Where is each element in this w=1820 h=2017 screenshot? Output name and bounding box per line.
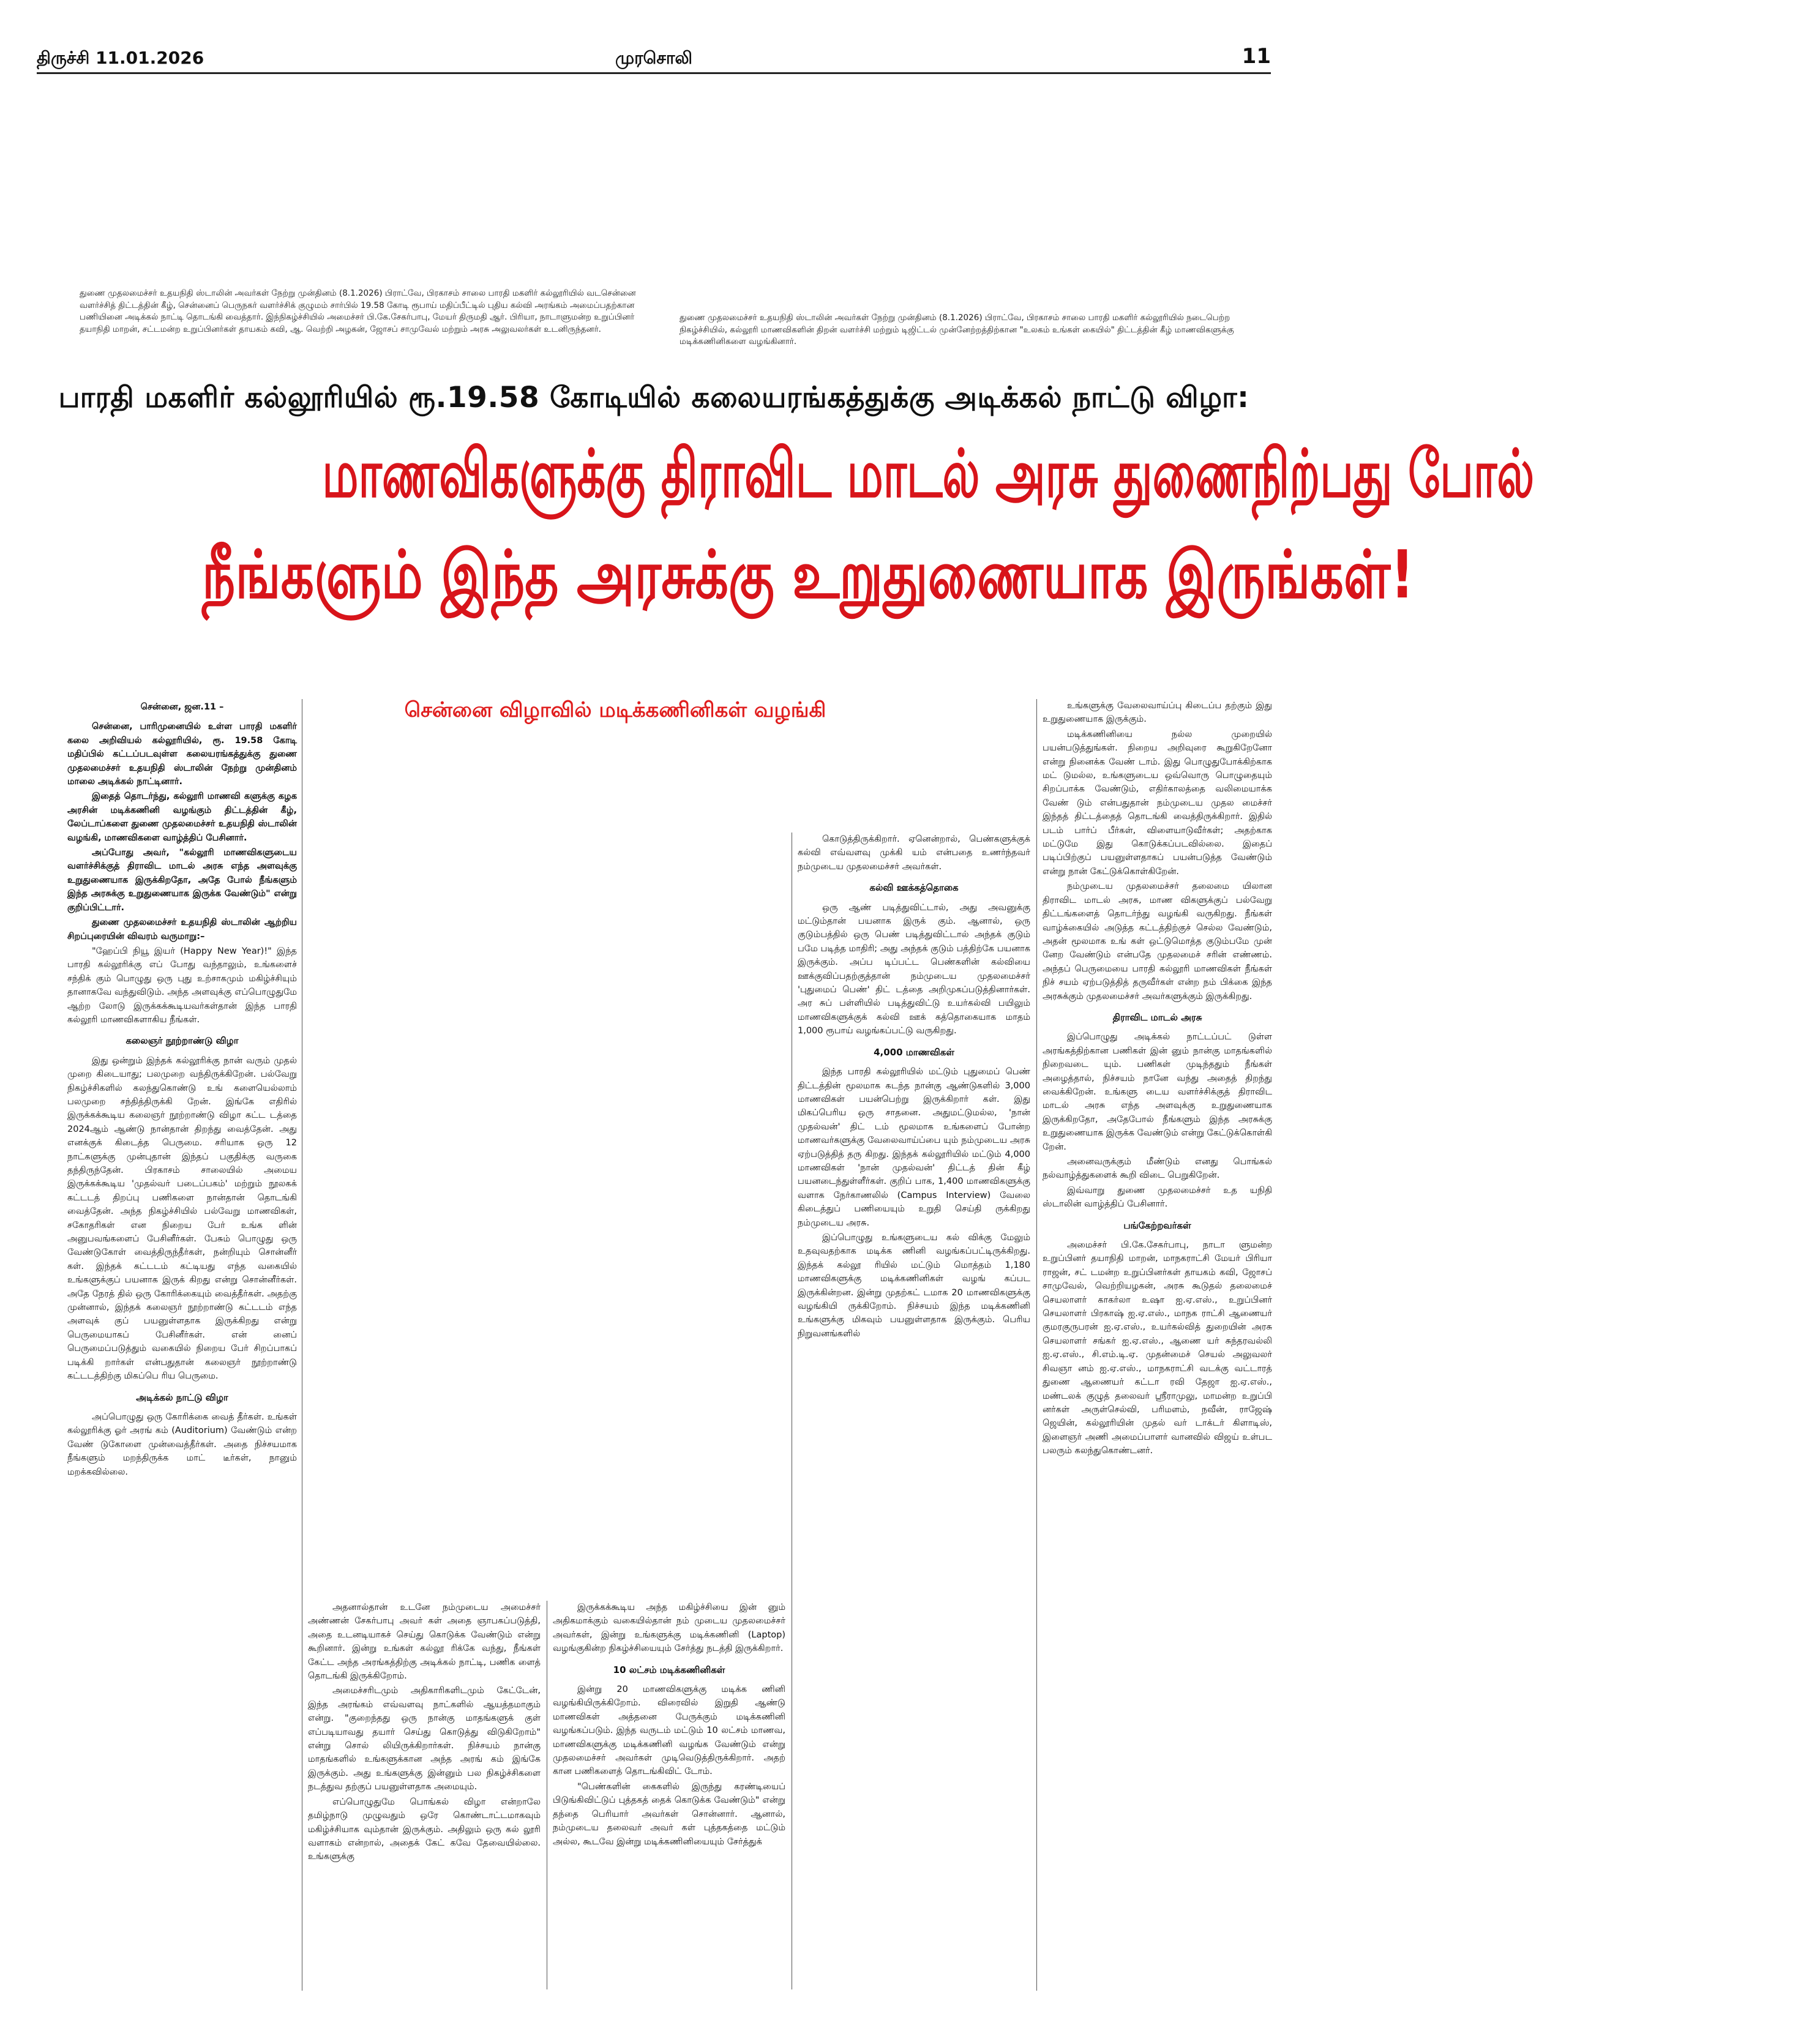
paragraph: அதனால்தான் உடனே நம்முடைய அமைச்சர் அண்ணன் சேகர்பாபு அவர் கள் அதை ஞாபகப்படுத்தி, அதை உடனடியாகச் செய்து கொடுக்க வேண்டும் என்று கூறினார். இன்று உங்கள் கல்லூ ரிக்கே வந்து, நீங்கள் கேட்ட அந்த அரங்கத்திற்கு அடிக்கல் நாட்டி, பணிக ளைத் தொடங்கி இருக்கிறோம்.	[308, 1603, 541, 1682]
subheading: அடிக்கல் நாட்டு விழா	[136, 1391, 228, 1403]
paper-name: முரசொலி	[615, 48, 692, 68]
paragraph: "பெண்களின் கைகளில் இருந்து கரண்டியைப் பிடுங்கிவிட்டுப் புத்தகத் தைக் கொடுக்க வேண்டும்" என்று தந்தை பெரியார் அவர்கள் சொன்னார். ஆனால், நம்முடைய தலைவர் அவர் கள் புத்தகத்தை மட்டும் அல்ல, கூடவே இன்று மடிக்கணினியையும் சேர்த்துக்	[553, 1781, 785, 1847]
article-column-4	[798, 833, 1030, 1342]
header-rule	[37, 72, 1271, 74]
paragraph: இப்பொழுது உங்களுடைய கல் விக்கு மேலும் உதவுவதற்காக மடிக்க ணினி வழங்கப்பட்டிருக்கிறது. இந்தக் கல்லூ ரியில் மட்டும் மொத்தம் 1,180 மாணவிகளுக்கு மடிக்கணினிகள் வழங் கப்பட இருக்கின்றன. இன்று முதற்கட் டமாக 20 மாணவிகளுக்கு வழங்கியி ருக்கிறோம். நிச்சயம் இந்த மடிக்கணினி உங்களுக்கு மிகவும் பயனுள்ளதாக இருக்கும். பெரிய நிறுவனங்களில்	[798, 1232, 1030, 1339]
paragraph: இப்பொழுது அடிக்கல் நாட்டப்பட் டுள்ள அரங்கத்திற்கான பணிகள் இன் னும் நான்கு மாதங்களில் நிறைவடை யும். பணிகள் முடிந்ததும் நீங்கள் அழைத்தால், நிச்சயம் நானே வந்து அதைத் திறந்து வைக்கிறேன். உங்களு டைய வளர்ச்சிக்குத் திராவிட மாடல் அரசு எந்த அளவுக்கு உறுதுணையாக இருக்கிறதோ, அதேபோல் நீங்களும் இந்த அரசுக்கு உறுதுணையாக இருக்க வேண்டும் என்று கேட்டுக்கொள்கி றேன்.	[1043, 1032, 1272, 1152]
headline-line-2: நீங்களும் இந்த அரசுக்கு உறுதுணையாக இருங்கள்!	[202, 537, 1415, 613]
sub-headline: பாரதி மகளிர் கல்லூரியில் ரூ.19.58 கோடியில் கலையரங்கத்துக்கு அடிக்கல் நாட்டு விழா:	[58, 381, 1249, 414]
paragraph: அனைவருக்கும் மீண்டும் எனது பொங்கல் நல்வாழ்த்துகளைக் கூறி விடை பெறுகிறேன்.	[1043, 1157, 1272, 1181]
photo-right	[680, 312, 1267, 348]
paragraph: இந்த பாரதி கல்லூரியில் மட்டும் புதுமைப் பெண் திட்டத்தின் மூலமாக கடந்த நான்கு ஆண்டுகளில் 3,000 மாணவிகள் பயன்பெற்று இருக்கிறார் கள். இது மிகப்பெரிய ஒரு சாதனை. அதுமட்டுமல்ல, 'நான் முதல்வன்' திட் டம் மூலமாக உங்களைப் போன்ற மாணவர்களுக்கு வேலைவாய்ப்பை யும் நம்முடைய அரசு ஏற்படுத்தித் தரு கிறது. இந்தக் கல்லூரியில் மட்டும் 4,000 மாணவிகள் 'நான் முதல்வன்' திட்டத் தின் கீழ் பயனடைந்துள்ளீர்கள். குறிப் பாக, 1,400 மாணவிகளுக்கு வளாக நேர்காணலில் (Campus Interview) வேலை கிடைத்துப் பணியையும் உறுதி செய்தி ருக்கிறது நம்முடைய அரசு.	[798, 1067, 1030, 1228]
paragraph: இதைத் தொடர்ந்து, கல்லூரி மாணவி களுக்கு கழக அரசின் மடிக்கணினி வழங்கும் திட்டத்தின் கீழ், லேப்டாப்களை துணை முதலமைச்சர் உதயநிதி ஸ்டாலின் வழங்கி, மாணவிகளை வாழ்த்திப் பேசினார்.	[67, 791, 297, 843]
paragraph: அப்பொழுது ஒரு கோரிக்கை வைத் தீர்கள். உங்கள் கல்லூரிக்கு ஓர் அரங் கம் (Auditorium) வேண்டும் என்ற வேண் டுகோளை முன்வைத்தீர்கள். அதை நிச்சயமாக நீங்களும் மறந்திருக்க மாட் டீர்கள், நானும் மறக்கவில்லை.	[67, 1412, 297, 1477]
photo-left	[80, 288, 667, 335]
paragraph: எப்பொழுதுமே பொங்கல் விழா என்றாலே தமிழ்நாடு முழுவதும் ஒரே கொண்டாட்டமாகவும் மகிழ்ச்சியாக வும்தான் இருக்கும். அதிலும் ஒரு கல் லூரி வளாகம் என்றால், அதைக் கேட் கவே தேவையில்லை. உங்களுக்கு	[308, 1797, 541, 1862]
article-column-5	[1043, 699, 1272, 1459]
article-column-2	[308, 1601, 541, 1865]
paragraph: உங்களுக்கு வேலைவாய்ப்பு கிடைப்ப தற்கும் இது உறுதுணையாக இருக்கும்.	[1043, 701, 1272, 725]
paragraph: இவ்வாறு துணை முதலமைச்சர் உத யநிதி ஸ்டாலின் வாழ்த்திப் பேசினார்.	[1043, 1185, 1272, 1210]
paragraph: அப்போது அவர், "கல்லூரி மாணவிகளுடைய வளர்ச்சிக்குத் திராவிட மாடல் அரசு எந்த அளவுக்கு உறுதுணையாக இருக்கிறதோ, அதே போல் நீங்களும் இந்த அரசுக்கு உறுதுணையாக இருக்க வேண்டும்" என்று குறிப்பிட்டார்.	[67, 848, 297, 913]
paragraph: சென்னை, பாரிமுனையில் உள்ள பாரதி மகளிர் கலை அறிவியல் கல்லூரியில், ரூ. 19.58 கோடி மதிப்பில் கட்டப்படவுள்ள கலையரங்கத்துக்கு துணை முதலமைச்சர் உதயநிதி ஸ்டாலின் நேற்று முன்தினம் மாலை அடிக்கல் நாட்டினார்.	[67, 722, 297, 787]
photo-right-caption: துணை முதலமைச்சர் உதயநிதி ஸ்டாலின் அவர்கள் நேற்று முன்தினம் (8.1.2026) பிராட்வே, பிரகாசம் சாலை பாரதி மகளிர் கல்லூரியில் நடைபெற்ற நிகழ்ச்சியில், கல்லூரி மாணவிகளின் திறன் வளர்ச்சி மற்றும் டிஜிட்டல் முன்னேற்றத்திற்கான "உலகம் உங்கள் கையில்" திட்டத்தின் கீழ் மாணவிகளுக்கு மடிக்கணினிகளை வழங்கினார்.	[680, 313, 1234, 346]
subheading: 10 லட்சம் மடிக்கணினிகள்	[613, 1664, 725, 1675]
paragraph: நம்முடைய முதலமைச்சர் தலைமை யிலான திராவிட மாடல் அரசு, மாண விகளுக்குப் பல்வேறு திட்டங்களைத் தொடர்ந்து வழங்கி வருகிறது. நீங்கள் வாழ்க்கையில் அடுத்த கட்டத்திற்குச் செல்ல வேண்டும், அதன் மூலமாக உங் கள் ஒட்டுமொத்த குடும்பமே முன் னேற வேண்டும் என்பதே முதலமைச் சரின் எண்ணம். அந்தப் பெருமையை பாரதி கல்லூரி மாணவிகள் நீங்கள் நிச் சயம் ஏற்படுத்தித் தருவீர்கள் என்ற நம் பிக்கை இந்த அரசுக்கும் முதலமைச்சர் அவர்களுக்கும் இருக்கிறது.	[1043, 881, 1272, 1001]
article-column-1	[67, 699, 297, 1480]
column-divider	[1036, 699, 1037, 1991]
page-number: 11	[1241, 44, 1271, 69]
edition-date: திருச்சி 11.01.2026	[37, 48, 204, 68]
paragraph: ஒரு ஆண் படித்துவிட்டால், அது அவனுக்கு மட்டும்தான் பயனாக இருக் கும். ஆனால், ஒரு குடும்பத்தில் ஒரு பெண் படித்துவிட்டால் அந்தக் குடும் பமே படித்த மாதிரி; அது அந்தக் குடும் பத்திற்கே பயனாக இருக்கும். அப்ப டிப்பட்ட பெண்களின் கல்வியை ஊக்குவிப்பதற்குத்தான் நம்முடைய முதலமைச்சர் 'புதுமைப் பெண்' திட் டத்தை அறிமுகப்படுத்தினார்கள். அர சுப் பள்ளியில் படித்துவிட்டு உயர்கல்வி பயிலும் மாணவிகளுக்குக் கல்வி ஊக் கத்தொகையாக மாதம் 1,000 ரூபாய் வழங்கப்பட்டு வருகிறது.	[798, 902, 1030, 1036]
paragraph: துணை முதலமைச்சர் உதயநிதி ஸ்டாலின் ஆற்றிய சிறப்புரையின் விவரம் வருமாறு:–	[67, 918, 297, 941]
paragraph: மடிக்கணினியை நல்ல முறையில் பயன்படுத்துங்கள். நிறைய அறிவுரை கூறுகிறேனோ என்று நினைக்க வேண் டாம். இது பொழுதுபோக்கிற்காக மட் டுமல்ல, உங்களுடைய ஒவ்வொரு பொழுதையும் சிறப்பாக்க வேண்டும், எதிர்காலத்தை வலிமையாக்க வேண் டும் என்பதுதான் நம்முடைய முதல மைச்சர் இந்தத் திட்டத்தைத் தொடங்கி வைத்திருக்கிறார். இதில் படம் பார்ப் பீர்கள், விளையாடுவீர்கள்; அதற்காக மட்டுமே இது கொடுக்கப்படவில்லை. இதைப் படிப்பிற்குப் பயனுள்ளதாகப் பயன்படுத்த வேண்டும் என்று நான் கேட்டுக்கொள்கிறேன்.	[1043, 729, 1272, 877]
subheading: 4,000 மாணவிகள்	[874, 1046, 954, 1058]
paragraph: "ஹேப்பி நியூ இயர் (Happy New Year)!" இந்த பாரதி கல்லூரிக்கு எப் போது வந்தாலும், உங்களைச் சந்திக் கும் பொழுது ஒரு புது உற்சாகமும் மகிழ்ச்சியும் தானாகவே வந்துவிடும். அந்த அளவுக்கு எப்பொழுதுமே ஆற்ற லோடு இருக்கக்கூடியவர்கள்தான் இந்த பாரதி கல்லூரி மாணவிகளாகிய நீங்கள்.	[67, 946, 297, 1025]
paragraph: இருக்கக்கூடிய அந்த மகிழ்ச்சியை இன் னும் அதிகமாக்கும் வகையில்தான் நம் முடைய முதலமைச்சர் அவர்கள், இன்று உங்களுக்கு மடிக்கணினி (Laptop) வழங்குகின்ற நிகழ்ச்சியையும் சேர்த்து நடத்தி இருக்கிறார்.	[553, 1603, 785, 1654]
kicker: சென்னை விழாவில் மடிக்கணினிகள் வழங்கி	[404, 698, 826, 722]
paragraph: கொடுத்திருக்கிறார். ஏனென்றால், பெண்களுக்குக் கல்வி எவ்வளவு முக்கி யம் என்பதை உணர்ந்தவர் நம்முடைய முதலமைச்சர் அவர்கள்.	[798, 834, 1030, 872]
paragraph: அமைச்சர் பி.கே.சேகர்பாபு, நாடா ளுமன்ற உறுப்பினர் தயாநிதி மாறன், மாநகராட்சி மேயர் பிரியா ராஜன், சட் டமன்ற உறுப்பினர்கள் தாயகம் கவி, ஜோசப் சாமுவேல், வெற்றியழகன், அரசு கூடுதல் தலைமைச் செயலாளர் காகர்லா உஷா ஐ.ஏ.எஸ்., உறுப்பினர் செயலாளர் பிரகாஷ் ஐ.ஏ.எஸ்., மாநக ராட்சி ஆணையர் குமரகுருபரன் ஐ.ஏ.எஸ்., உயர்கல்வித் துறையின் அரசு செயலாளர் சங்கர் ஐ.ஏ.எஸ்., ஆணை யர் சுந்தரவல்லி ஐ.ஏ.எஸ்., சி.எம்.டி.ஏ. முதன்மைச் செயல் அலுவலர் சிவஞா னம் ஐ.ஏ.எஸ்., மாநகராட்சி வடக்கு வட்டாரத் துணை ஆணையர் கட்டா ரவி தேஜா ஐ.ஏ.எஸ்., மண்டலக் குழுத் தலைவர் ஸ்ரீராமுலு, மாமன்ற உறுப்பி னர்கள் அருள்செல்வி, பரிமளம், நவீன், ராஜேஷ் ஜெயின், கல்லூரியின் முதல் வர் டாக்டர் கிளாடிஸ், இளைஞர் அணி அமைப்பாளர் வானவில் விஜய் உள்பட பலரும் கலந்துகொண்டனர்.	[1043, 1240, 1272, 1456]
paragraph: அமைச்சரிடமும் அதிகாரிகளிடமும் கேட்டேன், இந்த அரங்கம் எவ்வளவு நாட்களில் ஆயத்தமாகும் என்று. "குறைந்தது ஒரு நான்கு மாதங்களுக் குள் எப்படியாவது தயார் செய்து கொடுத்து விடுகிறோம்" என்று சொல் லியிருக்கிறார்கள். நிச்சயம் நான்கு மாதங்களில் உங்களுக்கான அந்த அரங் கம் இங்கே இருக்கும். அது உங்களுக்கு இன்னும் பல நிகழ்ச்சிகளை நடத்துவ தற்குப் பயனுள்ளதாக அமையும்.	[308, 1686, 541, 1792]
paragraph: இன்று 20 மாணவிகளுக்கு மடிக்க ணினி வழங்கியிருக்கிறோம். விரைவில் இறுதி ஆண்டு மாணவிகள் அத்தனை பேருக்கும் மடிக்கணினி வழங்கப்படும். இந்த வருடம் மட்டும் 10 லட்சம் மாணவ, மாணவிகளுக்கு மடிக்கணினி வழங்க வேண்டும் என்று முதலமைச்சர் அவர்கள் முடிவெடுத்திருக்கிறார். அதற் கான பணிகளைத் தொடங்கிவிட் டோம்.	[553, 1685, 785, 1777]
subheading: கலைஞர் நூற்றாண்டு விழா	[125, 1035, 239, 1047]
paragraph: இது ஒன்றும் இந்தக் கல்லூரிக்கு நான் வரும் முதல் முறை கிடையாது; பலமுறை வந்திருக்கிறேன். பல்வேறு நிகழ்ச்சிகளில் கலந்துகொண்டு உங் களையெல்லாம் பலமுறை சந்தித்திருக்கி றேன். இங்கே எதிரில் இருக்கக்கூடிய கலைஞர் நூற்றாண்டு விழா கட்ட டத்தை 2024ஆம் ஆண்டு நான்தான் திறந்து வைத்தேன். அது எனக்குக் கிடைத்த பெருமை. சரியாக ஒரு 12 நாட்களுக்கு முன்புதான் இந்தப் பகுதிக்கு வருகை தந்திருந்தேன். பிரகாசம் சாலையில் அமைய இருக்கக்கூடிய 'முதல்வர் படைப்பகம்' மற்றும் நூலகக் கட்டடத் திறப்பு பணிகளை நான்தான் தொடங்கி வைத்தேன். அந்த நிகழ்ச்சியில் பல்வேறு மாணவிகள், சகோதரிகள் என நிறைய பேர் உங்க ளின் அனுபவங்களைப் பேசினீர்கள். பேசும் பொழுது ஒரு வேண்டுகோள் வைத்திருந்தீர்கள், நன்றியும் சொன்னீர் கள். இந்தக் கட்டடம் கட்டியது எந்த வகையில் உங்களுக்குப் பயனாக இருக் கிறது என்று சொன்னீர்கள். அதே நேரத் தில் ஒரு கோரிக்கையும் வைத்தீர்கள். அதற்கு முன்னால், இந்தக் கலைஞர் நூற்றாண்டு கட்டடம் எந்த அளவுக் குப் பயனுள்ளதாக இருக்கிறது என்று பெருமையாகப் பேசினீர்கள். என் னைப் பெருமைப்படுத்தும் வகையில் நிறைய பேர் சிறப்பாகப் படிக்கி றார்கள் என்பதுதான் கலைஞர் நூற்றாண்டு கட்டடத்திற்கு மிகப்பெ ரிய பெருமை.	[67, 1055, 297, 1382]
headline-line-1: மாணவிகளுக்கு திராவிட மாடல் அரசு துணைநிற்பது போல்	[322, 436, 1535, 512]
article-column-3	[553, 1601, 785, 1850]
dateline: சென்னை, ஜன.11 –	[140, 702, 224, 712]
subheading: கல்வி ஊக்கத்தொகை	[869, 882, 959, 894]
photo-left-caption: துணை முதலமைச்சர் உதயநிதி ஸ்டாலின் அவர்கள் நேற்று முன்தினம் (8.1.2026) பிராட்வே, பிரகாசம் சாலை பாரதி மகளிர் கல்லூரியில் வடசென்னை வளர்ச்சித் திட்டத்தின் கீழ், சென்னைப் பெருநகர் வளர்ச்சிக் குழுமம் சார்பில் 19.58 கோடி ரூபாய் மதிப்பீட்டில் புதிய கல்வி அரங்கம் அமைப்பதற்கான பணியினை அடிக்கல் நாட்டி தொடங்கி வைத்தார். இந்நிகழ்ச்சியில் அமைச்சர் பி.கே.சேகர்பாபு, மேயர் திருமதி ஆர். பிரியா, நாடாளுமன்ற உறுப்பினர் தயாநிதி மாறன், சட்டமன்ற உறுப்பினர்கள் தாயகம் கவி, ஆ. வெற்றி அழகன், ஜோசப் சாமுவேல் மற்றும் அரசு அலுவலர்கள் உடனிருந்தனர்.	[80, 288, 636, 334]
subheading: திராவிட மாடல் அரசு	[1112, 1011, 1202, 1023]
subheading: பங்கேற்றவர்கள்	[1123, 1219, 1191, 1231]
